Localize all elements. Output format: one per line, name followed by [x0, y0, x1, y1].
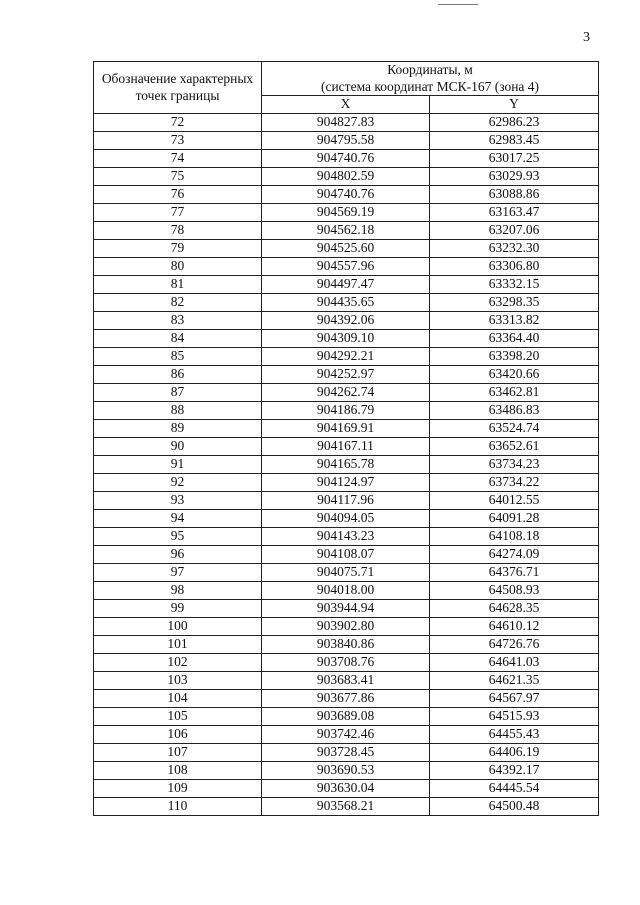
coordinates-table — [93, 61, 599, 816]
point-number-cell: 110 — [94, 798, 262, 816]
x-coordinate-cell: 904018.00 — [262, 582, 430, 600]
table-row — [94, 222, 599, 240]
table-row — [94, 564, 599, 582]
table-row — [94, 294, 599, 312]
point-number-cell: 83 — [94, 312, 262, 330]
x-coordinate-cell: 904075.71 — [262, 564, 430, 582]
x-coordinate-cell: 904562.18 — [262, 222, 430, 240]
point-number-cell: 80 — [94, 258, 262, 276]
table-row — [94, 330, 599, 348]
point-number-cell: 77 — [94, 204, 262, 222]
x-coordinate-cell: 903690.53 — [262, 762, 430, 780]
table-row — [94, 510, 599, 528]
x-coordinate-cell: 904292.21 — [262, 348, 430, 366]
table-row — [94, 456, 599, 474]
point-number-cell: 75 — [94, 168, 262, 186]
y-coordinate-cell: 62986.23 — [430, 114, 599, 132]
point-number-cell: 82 — [94, 294, 262, 312]
table-row — [94, 654, 599, 672]
table-row — [94, 672, 599, 690]
y-coordinate-cell: 64108.18 — [430, 528, 599, 546]
page-number: 3 — [583, 30, 590, 45]
table-row — [94, 420, 599, 438]
point-number-cell: 109 — [94, 780, 262, 798]
y-coordinate-cell: 63313.82 — [430, 312, 599, 330]
table-row — [94, 636, 599, 654]
y-coordinate-cell: 64628.35 — [430, 600, 599, 618]
table-row — [94, 132, 599, 150]
x-coordinate-cell: 904186.79 — [262, 402, 430, 420]
x-coordinate-cell: 903708.76 — [262, 654, 430, 672]
y-coordinate-cell: 64621.35 — [430, 672, 599, 690]
y-coordinate-cell: 63088.86 — [430, 186, 599, 204]
y-coordinate-cell: 64376.71 — [430, 564, 599, 582]
y-coordinate-cell: 63232.30 — [430, 240, 599, 258]
y-coordinate-cell: 63462.81 — [430, 384, 599, 402]
x-coordinate-cell: 903742.46 — [262, 726, 430, 744]
point-number-cell: 104 — [94, 690, 262, 708]
y-coordinate-cell: 63486.83 — [430, 402, 599, 420]
table-row — [94, 204, 599, 222]
table-row — [94, 114, 599, 132]
point-number-cell: 91 — [94, 456, 262, 474]
point-number-cell: 99 — [94, 600, 262, 618]
point-number-cell: 105 — [94, 708, 262, 726]
y-header: Y — [430, 96, 599, 114]
table-row — [94, 474, 599, 492]
table-row — [94, 402, 599, 420]
table-row — [94, 780, 599, 798]
x-coordinate-cell: 904309.10 — [262, 330, 430, 348]
x-coordinate-cell: 903568.21 — [262, 798, 430, 816]
table-row — [94, 744, 599, 762]
table-row — [94, 546, 599, 564]
x-coordinate-cell: 903683.41 — [262, 672, 430, 690]
x-coordinate-cell: 904740.76 — [262, 150, 430, 168]
point-number-cell: 108 — [94, 762, 262, 780]
y-coordinate-cell: 64406.19 — [430, 744, 599, 762]
table-row — [94, 726, 599, 744]
point-number-cell: 84 — [94, 330, 262, 348]
y-coordinate-cell: 64091.28 — [430, 510, 599, 528]
point-number-cell: 90 — [94, 438, 262, 456]
table-row — [94, 600, 599, 618]
y-coordinate-cell: 63524.74 — [430, 420, 599, 438]
table-row — [94, 618, 599, 636]
y-coordinate-cell: 63017.25 — [430, 150, 599, 168]
point-number-cell: 98 — [94, 582, 262, 600]
point-number-cell: 88 — [94, 402, 262, 420]
x-coordinate-cell: 903677.86 — [262, 690, 430, 708]
y-coordinate-cell: 63163.47 — [430, 204, 599, 222]
table-row — [94, 798, 599, 816]
table-row — [94, 312, 599, 330]
table-row — [94, 240, 599, 258]
table-row — [94, 762, 599, 780]
x-coordinate-cell: 903840.86 — [262, 636, 430, 654]
x-coordinate-cell: 904525.60 — [262, 240, 430, 258]
coords-system: (система координат МСК-167 (зона 4) — [320, 78, 540, 94]
y-coordinate-cell: 63332.15 — [430, 276, 599, 294]
y-coordinate-cell: 63306.80 — [430, 258, 599, 276]
table-row — [94, 366, 599, 384]
table-row — [94, 276, 599, 294]
x-header: X — [262, 96, 430, 114]
table-row — [94, 708, 599, 726]
point-number-cell: 87 — [94, 384, 262, 402]
coords-title: Координаты, м — [387, 62, 473, 77]
y-coordinate-cell: 64726.76 — [430, 636, 599, 654]
table-row — [94, 528, 599, 546]
point-number-cell: 86 — [94, 366, 262, 384]
x-coordinate-cell: 904165.78 — [262, 456, 430, 474]
x-coordinate-cell: 904740.76 — [262, 186, 430, 204]
y-coordinate-cell: 63364.40 — [430, 330, 599, 348]
x-coordinate-cell: 904435.65 — [262, 294, 430, 312]
point-number-cell: 94 — [94, 510, 262, 528]
x-coordinate-cell: 904124.97 — [262, 474, 430, 492]
x-coordinate-cell: 904557.96 — [262, 258, 430, 276]
x-coordinate-cell: 903728.45 — [262, 744, 430, 762]
point-number-cell: 103 — [94, 672, 262, 690]
x-coordinate-cell: 904795.58 — [262, 132, 430, 150]
x-coordinate-cell: 903689.08 — [262, 708, 430, 726]
x-coordinate-cell: 903630.04 — [262, 780, 430, 798]
point-label-text: Обозначение характерных точек границы — [101, 71, 254, 103]
x-coordinate-cell: 904252.97 — [262, 366, 430, 384]
y-coordinate-cell: 62983.45 — [430, 132, 599, 150]
point-number-cell: 78 — [94, 222, 262, 240]
table-row — [94, 384, 599, 402]
y-coordinate-cell: 64515.93 — [430, 708, 599, 726]
y-coordinate-cell: 64567.97 — [430, 690, 599, 708]
x-coordinate-cell: 904569.19 — [262, 204, 430, 222]
point-number-cell: 101 — [94, 636, 262, 654]
y-coordinate-cell: 64392.17 — [430, 762, 599, 780]
point-number-cell: 85 — [94, 348, 262, 366]
table-row — [94, 492, 599, 510]
point-number-cell: 95 — [94, 528, 262, 546]
point-number-cell: 81 — [94, 276, 262, 294]
y-coordinate-cell: 63398.20 — [430, 348, 599, 366]
x-coordinate-cell: 904802.59 — [262, 168, 430, 186]
point-number-cell: 106 — [94, 726, 262, 744]
table-row — [94, 150, 599, 168]
table-row — [94, 348, 599, 366]
x-coordinate-cell: 904108.07 — [262, 546, 430, 564]
point-label-header — [94, 62, 262, 114]
point-number-cell: 79 — [94, 240, 262, 258]
x-coordinate-cell: 904094.05 — [262, 510, 430, 528]
y-coordinate-cell: 63734.22 — [430, 474, 599, 492]
y-coordinate-cell: 63298.35 — [430, 294, 599, 312]
y-coordinate-cell: 64445.54 — [430, 780, 599, 798]
x-coordinate-cell: 904169.91 — [262, 420, 430, 438]
point-number-cell: 93 — [94, 492, 262, 510]
y-coordinate-cell: 64500.48 — [430, 798, 599, 816]
table-body — [94, 114, 599, 816]
y-coordinate-cell: 64508.93 — [430, 582, 599, 600]
point-number-cell: 107 — [94, 744, 262, 762]
x-coordinate-cell: 904143.23 — [262, 528, 430, 546]
x-coordinate-cell: 904167.11 — [262, 438, 430, 456]
point-number-cell: 102 — [94, 654, 262, 672]
point-number-cell: 72 — [94, 114, 262, 132]
point-number-cell: 96 — [94, 546, 262, 564]
point-number-cell: 92 — [94, 474, 262, 492]
x-coordinate-cell: 904117.96 — [262, 492, 430, 510]
y-coordinate-cell: 63652.61 — [430, 438, 599, 456]
x-coordinate-cell: 904827.83 — [262, 114, 430, 132]
point-number-cell: 89 — [94, 420, 262, 438]
point-number-cell: 74 — [94, 150, 262, 168]
y-coordinate-cell: 64012.55 — [430, 492, 599, 510]
x-coordinate-cell: 903944.94 — [262, 600, 430, 618]
table-row — [94, 582, 599, 600]
x-coordinate-cell: 904392.06 — [262, 312, 430, 330]
y-coordinate-cell: 63734.23 — [430, 456, 599, 474]
y-coordinate-cell: 63420.66 — [430, 366, 599, 384]
table-row — [94, 168, 599, 186]
table-row — [94, 690, 599, 708]
point-number-cell: 73 — [94, 132, 262, 150]
y-coordinate-cell: 64641.03 — [430, 654, 599, 672]
y-coordinate-cell: 64274.09 — [430, 546, 599, 564]
point-number-cell: 100 — [94, 618, 262, 636]
point-number-cell: 76 — [94, 186, 262, 204]
y-coordinate-cell: 64610.12 — [430, 618, 599, 636]
y-coordinate-cell: 63207.06 — [430, 222, 599, 240]
x-coordinate-cell: 904497.47 — [262, 276, 430, 294]
table-row — [94, 258, 599, 276]
table-row — [94, 186, 599, 204]
y-coordinate-cell: 63029.93 — [430, 168, 599, 186]
table-row — [94, 438, 599, 456]
top-mark — [438, 4, 478, 5]
point-number-cell: 97 — [94, 564, 262, 582]
x-coordinate-cell: 904262.74 — [262, 384, 430, 402]
x-coordinate-cell: 903902.80 — [262, 618, 430, 636]
y-coordinate-cell: 64455.43 — [430, 726, 599, 744]
coords-header — [262, 62, 599, 96]
